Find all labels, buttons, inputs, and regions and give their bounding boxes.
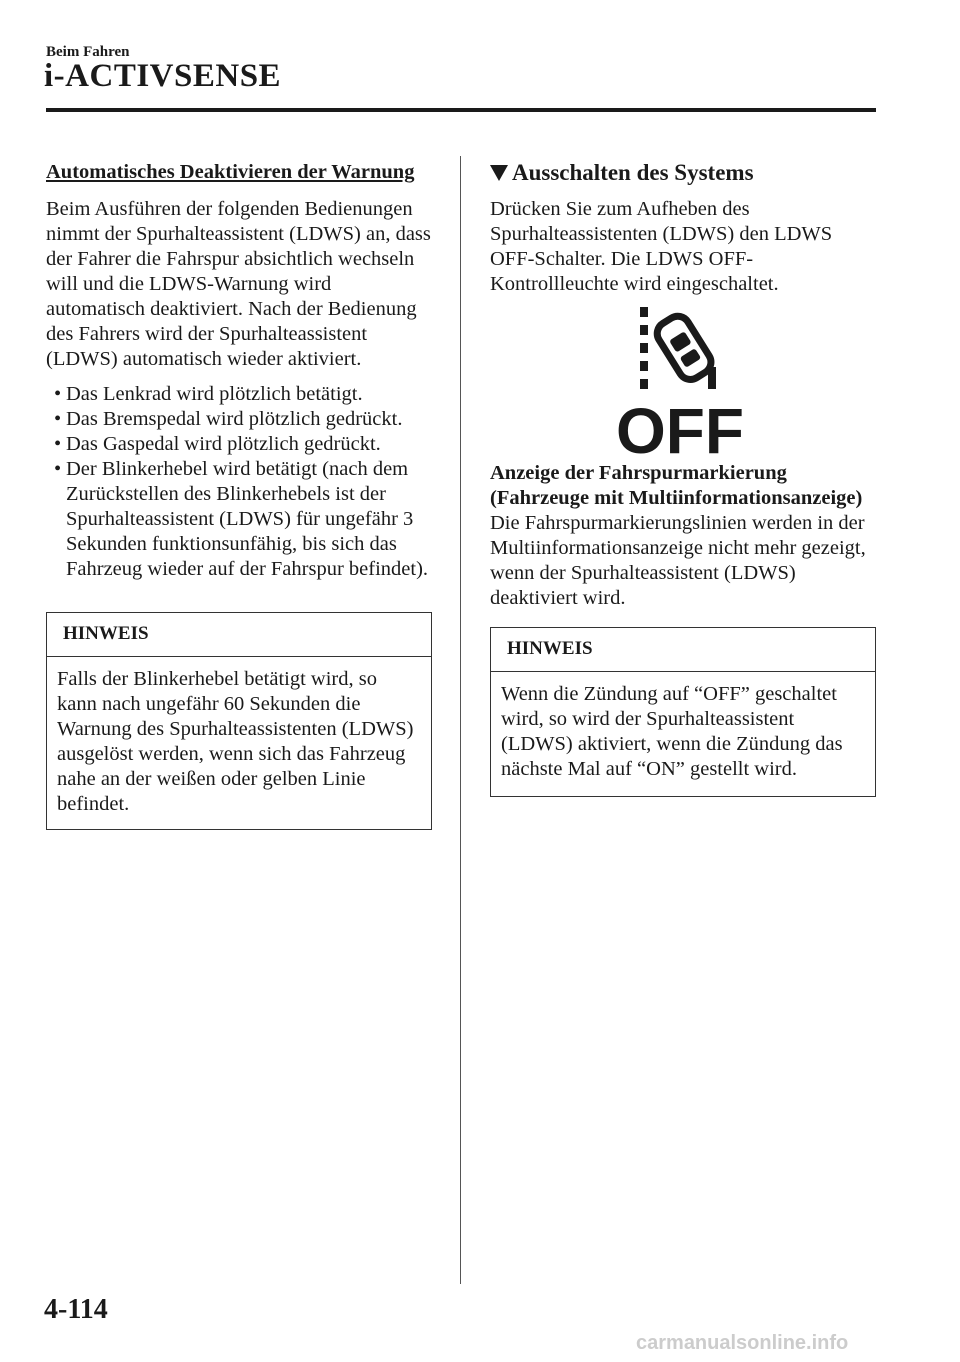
auto-deactivation-heading: Automatisches Deaktivieren der Warnung: [46, 161, 415, 183]
lane-marking-subheading: Anzeige der Fahrspurmarkierung (Fahrzeuge mit Multiinformationsanzeige): [490, 462, 863, 509]
list-item: • Das Gaspedal wird plötzlich gedrückt.: [54, 433, 381, 455]
right-column: [490, 160, 880, 797]
indicator-off-text: OFF: [616, 395, 744, 457]
auto-deactivation-paragraph: Beim Ausführen der folgenden Bedienungen nimmt der Spurhalteassistent (LDWS) an, dass der Fahrer die Fahrspur absichtlich wechseln will und die LDWS-Warnung wird automatisch deaktiviert. Nach der Bedienung des Fahrers wird der Spurhalteassistent (LDWS) automatisch wieder aktiviert.: [46, 198, 431, 370]
triangle-down-icon: [490, 165, 508, 181]
header-rule: [46, 108, 876, 112]
switch-off-heading: Ausschalten des Systems: [490, 160, 880, 185]
switch-off-paragraph: Drücken Sie zum Aufheben des Spurhalteassistenten (LDWS) den LDWS OFF-Schalter. Die LDWS OFF-Kontrollleuchte wird eingeschaltet.: [490, 198, 833, 295]
note-text: Wenn die Zündung auf “OFF” geschaltet wird, so wird der Spurhalteassistent (LDWS) aktiviert, wenn die Zündung das nächste Mal auf “ON” gestellt wird.: [501, 683, 843, 780]
note-label: HINWEIS: [47, 613, 431, 657]
watermark: carmanualsonline.info: [636, 1332, 849, 1354]
lane-marking-paragraph: Die Fahrspurmarkierungslinien werden in der Multiinformationsanzeige nicht mehr gezeigt, wenn der Spurhalteassistent (LDWS) deaktiviert wird.: [490, 512, 866, 609]
list-item: • Das Lenkrad wird plötzlich betätigt.: [54, 383, 363, 405]
bullet-icon: •: [54, 408, 62, 430]
note-label: HINWEIS: [491, 628, 875, 672]
note-box: [490, 627, 876, 797]
note-box: [46, 612, 432, 830]
bullet-icon: •: [54, 458, 62, 480]
section-label: Beim Fahren: [46, 44, 130, 60]
operation-list: [46, 382, 434, 582]
bullet-icon: •: [54, 383, 62, 405]
page-number: 4-114: [44, 1294, 108, 1325]
left-column: [46, 160, 434, 830]
note-text: Falls der Blinkerhebel betätigt wird, so kann nach ungefähr 60 Sekunden die Warnung des Spurhalteassistenten (LDWS) ausgelöst werden, wenn sich das Fahrzeug nahe an der weißen oder gelben Linie befindet.: [57, 668, 414, 815]
column-divider: [460, 156, 461, 1284]
list-item: • Das Bremspedal wird plötzlich gedrückt.: [54, 408, 403, 430]
indicator-figure: [490, 307, 880, 457]
bullet-icon: •: [54, 433, 62, 455]
chapter-title: i-ACTIVSENSE: [44, 58, 282, 94]
ldws-off-indicator-icon: [616, 307, 746, 457]
list-item: • Der Blinkerhebel wird betätigt (nach dem Zurückstellen des Blinkerhebels ist der Spurhalteassistent (LDWS) für ungefähr 3 Sekunden funktionsunfähig, bis sich das Fahrzeug wieder auf der Fahrspur befindet).: [54, 458, 429, 580]
